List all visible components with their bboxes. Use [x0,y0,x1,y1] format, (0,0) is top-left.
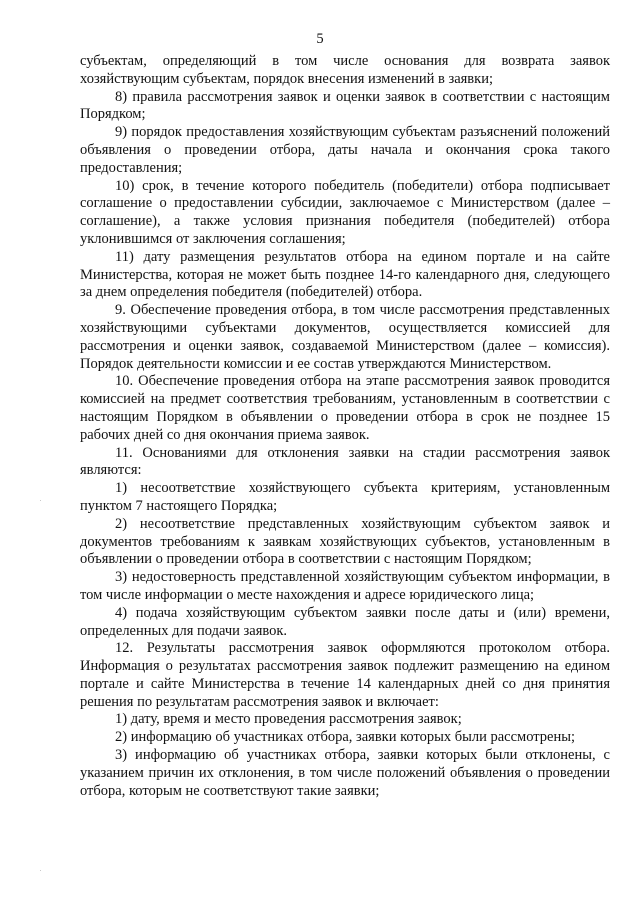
document-body [80,53,610,800]
scan-dot [40,870,41,871]
scan-dot [40,500,41,501]
paragraph-clause-11: 11. Основаниями для отклонения заявки на стадии рассмотрения заявок являются: [80,444,610,479]
paragraph-rejection-1: 1) несоответствие хозяйствующего субъекта критериям, установленным пунктом 7 настоящего Порядка; [80,480,610,514]
paragraph-results-3: 3) информацию об участниках отбора, заявки которых были отклонены, с указанием причин их отклонения, в том числе положений объявления о проведении отбора, которым не соответствуют такие заявки; [80,747,610,799]
paragraph-rejection-2: 2) несоответствие представленных хозяйствующим субъектом заявок и документов требованиям к заявкам хозяйствующих субъектов, установленным в объявлении о проведении отбора в соответствии с настоящим Порядком; [80,515,610,568]
paragraph-rejection-3: 3) недостоверность представленной хозяйствующим субъектом информации, в том числе информации о месте нахождения и адресе юридического лица; [80,569,610,603]
paragraph-clause-12: 12. Результаты рассмотрения заявок оформляются протоколом отбора. Информация о результатах рассмотрения заявок подлежит размещению на едином портале и сайте Министерства в течение 14 календарных дней со дня принятия решения по результатам рассмотрения заявок и включает: [80,640,610,710]
paragraph-rejection-4: 4) подача хозяйствующим субъектом заявки после даты и (или) времени, определенных для подачи заявок. [80,604,610,639]
paragraph-results-2: 2) информацию об участниках отбора, заявки которых были рассмотрены; [115,729,576,746]
paragraph-item-11: 11) дату размещения результатов отбора на едином портале и на сайте Министерства, которая не может быть позднее 14-го календарного дня, следующего за днем определения победителя (победителей) отбора. [80,248,610,301]
paragraph-item-9: 9) порядок предоставления хозяйствующим субъектам разъяснений положений объявления о проведении отбора, даты начала и окончания срока такого предоставления; [80,124,610,176]
paragraph-continuation: субъектам, определяющий в том числе основания для возврата заявок хозяйствующим субъектам, порядок внесения изменений в заявки; [80,53,610,87]
paragraph-item-8: 8) правила рассмотрения заявок и оценки заявок в соответствии с настоящим Порядком; [80,88,610,123]
paragraph-clause-10: 10. Обеспечение проведения отбора на этапе рассмотрения заявок проводится комиссией на предмет соответствия требованиям, установленным в соответствии с настоящим Порядком в объявлении о проведении отбора в срок не позднее 15 рабочих дней со дня окончания приема заявок. [80,373,610,443]
page-number: 5 [316,31,324,47]
paragraph-clause-9: 9. Обеспечение проведения отбора, в том числе рассмотрения представленных хозяйствующими субъектами документов, осуществляется комиссией для рассмотрения и оценки заявок, создаваемой Министерством (далее – комиссия). Порядок деятельности комиссии и ее состав утверждаются Министерством. [80,302,610,372]
paragraph-item-10: 10) срок, в течение которого победитель (победители) отбора подписывает соглашение о предоставлении субсидии, заключаемое с Министерством (далее – соглашение), а также условия признания победителя (победителей) отбора уклонившимся от заключения соглашения; [80,177,610,247]
paragraph-results-1: 1) дату, время и место проведения рассмотрения заявок; [115,711,462,728]
